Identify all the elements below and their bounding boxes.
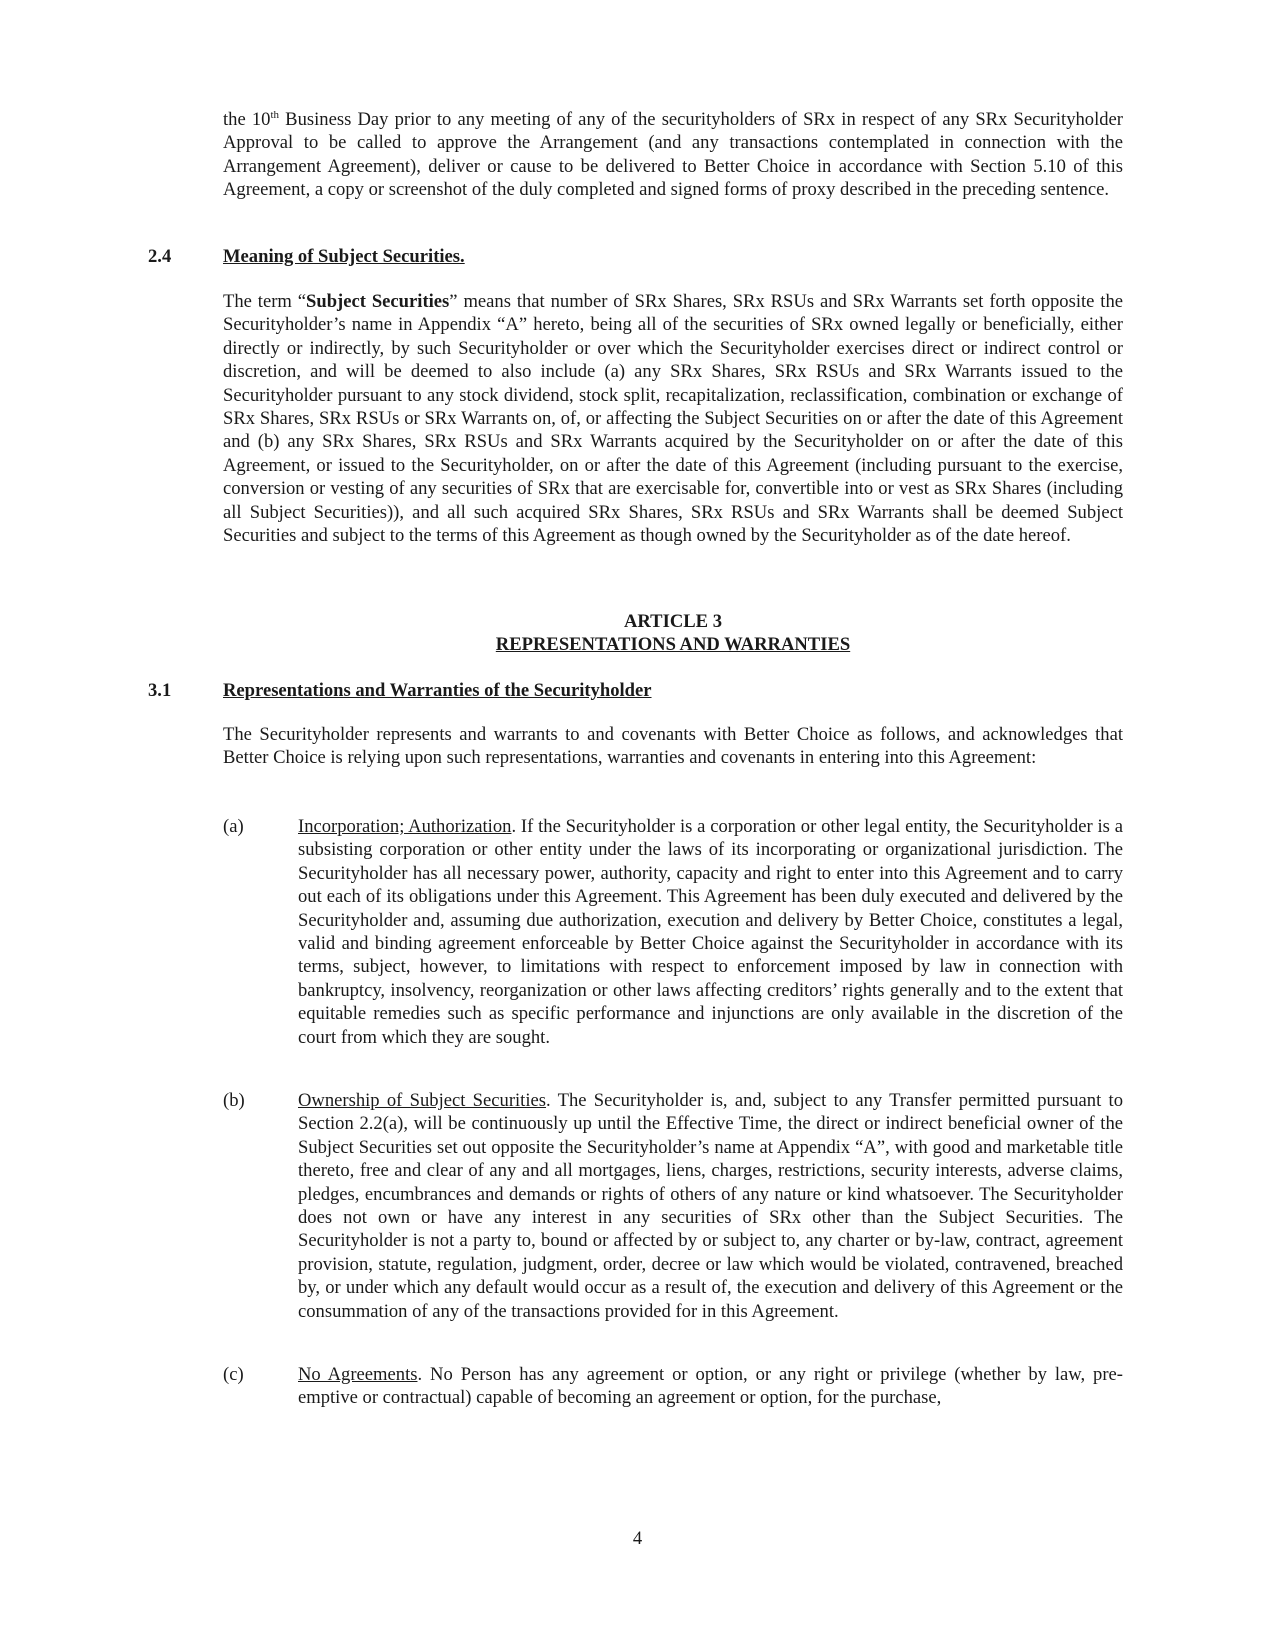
section-title: Representations and Warranties of the Securityholder [223, 680, 652, 701]
item-label: (b) [223, 1090, 245, 1111]
article-title: REPRESENTATIONS AND WARRANTIES [495, 634, 851, 656]
item-label: (c) [223, 1364, 244, 1385]
item-label: (a) [223, 816, 244, 837]
page-number: 4 [632, 1528, 643, 1549]
representations-intro: The Securityholder represents and warrants to and covenants with Better Choice as follows, and acknowledges that Better Choice is relying upon such representations, warranties and covenants in entering into this Agreement: [223, 724, 1123, 769]
section-number: 2.4 [148, 246, 172, 267]
item-ownership: Ownership of Subject Securities. The Securityholder is, and, subject to any Transfer permitted pursuant to Section 2.2(a), will be continuously up until the Effective Time, the direct or indirect beneficial owner of the Subject Securities set out opposite the Securityholder’s name at Appendix “A”, with good and marketable title thereto, free and clear of any and all mortgages, liens, charges, restrictions, security interests, adverse claims, pledges, encumbrances and demands or rights of others of any nature or kind whatsoever. The Securityholder does not own or have any interest in any securities of SRx other than the Subject Securities. The Securityholder is not a party to, bound or affected by or subject to, any charter or by-law, contract, agreement provision, statute, regulation, judgment, order, decree or law which would be violated, contravened, breached by, or under which any default would occur as a result of, the execution and delivery of this Agreement or the consummation of any of the transactions provided for in this Agreement. [298, 1090, 1123, 1322]
section-number: 3.1 [148, 680, 172, 701]
section-title: Meaning of Subject Securities. [223, 246, 465, 267]
article-number: ARTICLE 3 [623, 611, 723, 632]
continued-paragraph: the 10th Business Day prior to any meeting of any of the securityholders of SRx in respect of any SRx Securityholder Approval to be called to approve the Arrangement (and any transactions contemplated in connection with the Arrangement Agreement), deliver or cause to be delivered to Better Choice in accordance with Section 5.10 of this Agreement, a copy or screenshot of the duly completed and signed forms of proxy described in the preceding sentence. [223, 108, 1123, 201]
article-heading [223, 610, 1123, 657]
item-no-agreements: No Agreements. No Person has any agreement or option, or any right or privilege (whether by law, pre-emptive or contractual) capable of becoming an agreement or option, for the purchase, [298, 1364, 1123, 1409]
item-incorporation: Incorporation; Authorization. If the Securityholder is a corporation or other legal entity, the Securityholder is a subsisting corporation or other entity under the laws of its incorporating or organizational jurisdiction. The Securityholder has all necessary power, authority, capacity and right to enter into this Agreement and to carry out each of its obligations under this Agreement. This Agreement has been duly executed and delivered by the Securityholder and, assuming due authorization, execution and delivery by Better Choice, constitutes a legal, valid and binding agreement enforceable by Better Choice against the Securityholder in accordance with its terms, subject, however, to limitations with respect to enforcement imposed by law in connection with bankruptcy, insolvency, reorganization or other laws affecting creditors’ rights generally and to the extent that equitable remedies such as specific performance and injunctions are only available in the discretion of the court from which they are sought. [298, 816, 1123, 1048]
subject-securities-paragraph: The term “Subject Securities” means that number of SRx Shares, SRx RSUs and SRx Warrants set forth opposite the Securityholder’s name in Appendix “A” hereto, being all of the securities of SRx owned legally or beneficially, either directly or indirectly, by such Securityholder or over which the Securityholder exercises direct or indirect control or discretion, and will be deemed to also include (a) any SRx Shares, SRx RSUs and SRx Warrants issued to the Securityholder pursuant to any stock dividend, stock split, recapitalization, reclassification, combination or exchange of SRx Shares, SRx RSUs or SRx Warrants on, of, or affecting the Subject Securities on or after the date of this Agreement and (b) any SRx Shares, SRx RSUs and SRx Warrants acquired by the Securityholder on or after the date of this Agreement, or issued to the Securityholder, on or after the date of this Agreement (including pursuant to the exercise, conversion or vesting of any securities of SRx that are exercisable for, convertible into or vest as SRx Shares (including all Subject Securities)), and all such acquired SRx Shares, SRx RSUs and SRx Warrants shall be deemed Subject Securities and subject to the terms of this Agreement as though owned by the Securityholder as of the date hereof. [223, 291, 1124, 547]
